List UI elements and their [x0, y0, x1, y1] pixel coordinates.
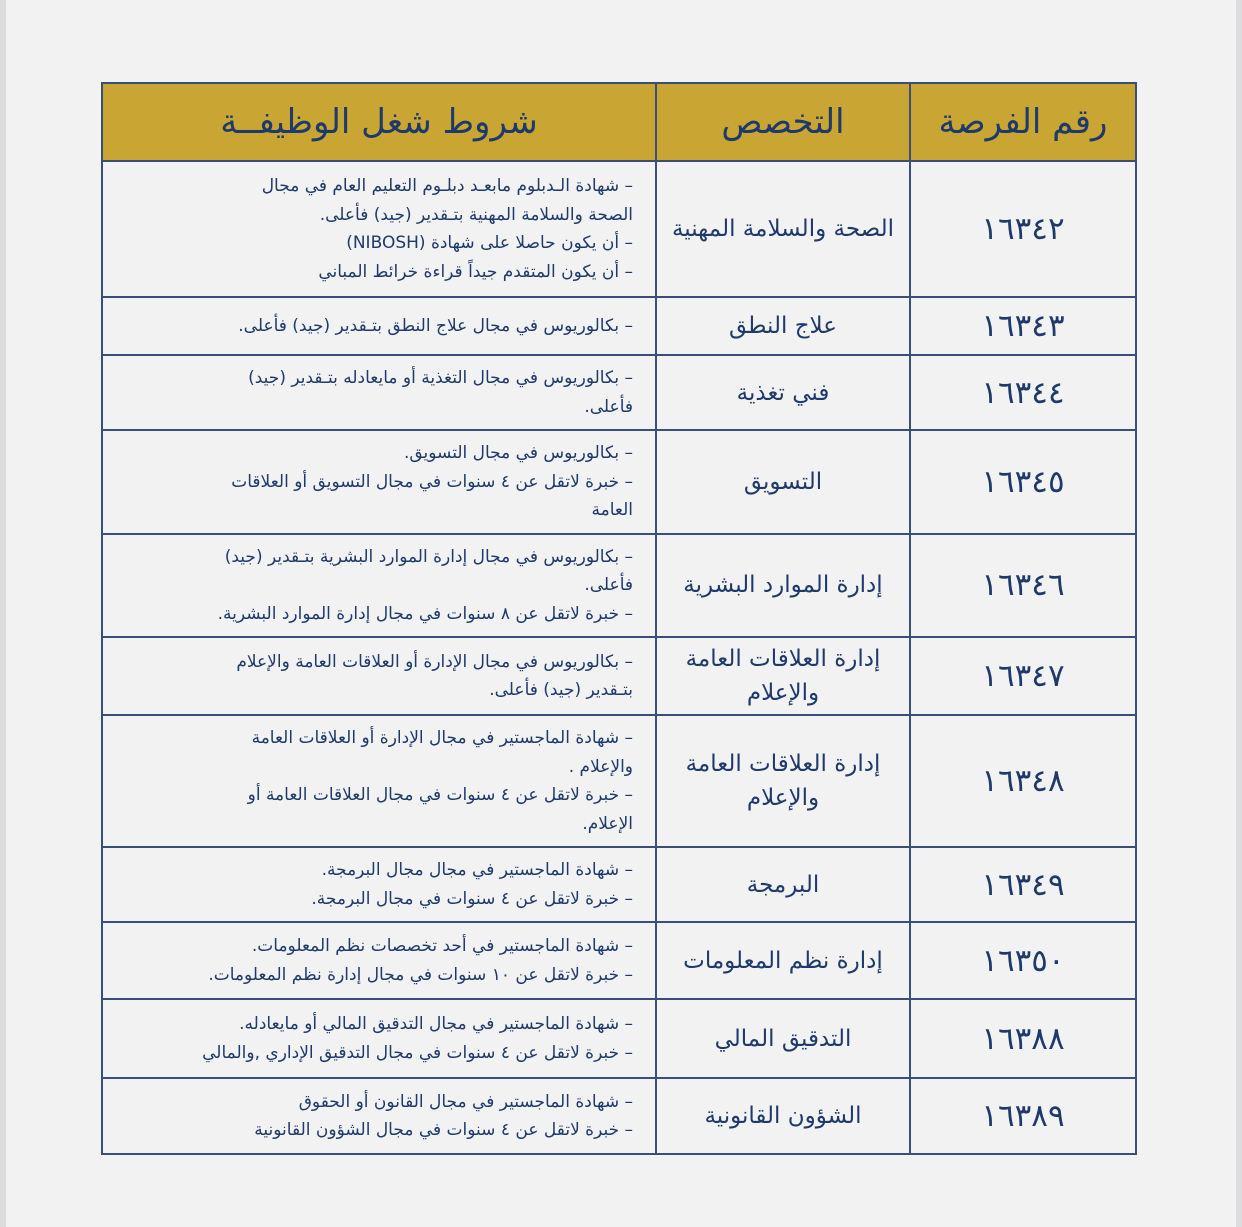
condition-line: – شهادة الماجستير في أحد تخصصات نظم المعلومات. [251, 936, 633, 956]
opportunity-number-cell: ١٦٣٤٤ [910, 355, 1136, 430]
specialization-cell: إدارة نظم المعلومات [656, 922, 910, 999]
job-conditions-cell [102, 355, 656, 430]
specialization-cell: الصحة والسلامة المهنية [656, 161, 910, 297]
job-conditions-cell [102, 161, 656, 297]
job-conditions-cell [102, 534, 656, 638]
left-edge [0, 0, 6, 1227]
header-opportunity-number: رقم الفرصة [910, 83, 1136, 161]
condition-line: – بكالوريوس في مجال التغذية أو مايعادله بتـقدير (جيد) [248, 368, 633, 388]
specialization-cell: البرمجة [656, 847, 910, 922]
opportunity-number-cell: ١٦٣٤٧ [910, 637, 1136, 715]
opportunity-number-cell: ١٦٣٤٥ [910, 430, 1136, 534]
job-conditions-cell [102, 1078, 656, 1154]
job-conditions-cell [102, 999, 656, 1078]
condition-line: – شهادة الماجستير في مجال مجال البرمجة. [321, 860, 633, 880]
condition-line: – شهادة الماجستير في مجال الإدارة أو العلاقات العامة [251, 728, 633, 748]
specialization-cell: علاج النطق [656, 297, 910, 355]
condition-line: والإعلام . [568, 756, 633, 777]
opportunity-number-cell: ١٦٣٤٣ [910, 297, 1136, 355]
condition-line: – بكالوريوس في مجال علاج النطق بتـقدير (جيد) فأعلى. [238, 315, 633, 336]
opportunity-number-cell: ١٦٣٤٦ [910, 534, 1136, 638]
job-opportunities-table [101, 82, 1137, 1155]
table-row [102, 534, 1136, 638]
job-conditions-cell [102, 297, 656, 355]
condition-line: – خبرة لاتقل عن ٤ سنوات في مجال البرمجة. [311, 888, 633, 909]
condition-line: – خبرة لاتقل عن ٤ سنوات في مجال التدقيق الإداري ,والمالي [202, 1042, 633, 1063]
table-row [102, 847, 1136, 922]
opportunity-number-cell: ١٦٣٥٠ [910, 922, 1136, 999]
condition-line: فأعلى. [584, 396, 633, 417]
condition-line: – أن يكون حاصلا على شهادة (NIBOSH) [346, 233, 633, 253]
job-conditions-cell [102, 847, 656, 922]
condition-line: – بكالوريوس في مجال التسويق. [403, 443, 633, 463]
condition-line: – أن يكون المتقدم جيداً قراءة خرائط المباني [318, 261, 633, 282]
specialization-cell: الشؤون القانونية [656, 1078, 910, 1154]
header-job-conditions: شروط شغل الوظيفــة [102, 83, 656, 161]
table-row [102, 922, 1136, 999]
table-row [102, 1078, 1136, 1154]
table-body [102, 161, 1136, 1154]
condition-line: بتـقدير (جيد) فأعلى. [489, 680, 633, 700]
condition-line: – خبرة لاتقل عن ٤ سنوات في مجال الشؤون القانونية [254, 1120, 633, 1140]
opportunity-number-cell: ١٦٣٤٢ [910, 161, 1136, 297]
header-row [102, 83, 1136, 161]
job-conditions-cell [102, 637, 656, 715]
condition-line: الإعلام. [582, 813, 633, 834]
condition-line: – شهادة الـدبلوم مابعـد دبلـوم التعليم العام في مجال [261, 176, 633, 196]
opportunity-number-cell: ١٦٣٨٩ [910, 1078, 1136, 1154]
job-conditions-cell [102, 430, 656, 534]
specialization-cell: إدارة الموارد البشرية [656, 534, 910, 638]
opportunity-number-cell: ١٦٣٤٩ [910, 847, 1136, 922]
condition-line: – بكالوريوس في مجال الإدارة أو العلاقات العامة والإعلام [236, 651, 633, 672]
condition-line: فأعلى. [584, 575, 633, 595]
condition-line: الصحة والسلامة المهنية بتـقدير (جيد) فأعلى. [319, 204, 633, 225]
table-row [102, 637, 1136, 715]
opportunity-number-cell: ١٦٣٨٨ [910, 999, 1136, 1078]
table-row [102, 297, 1136, 355]
table-row [102, 715, 1136, 847]
specialization-cell: فني تغذية [656, 355, 910, 430]
condition-line: – خبرة لاتقل عن ١٠ سنوات في مجال إدارة نظم المعلومات. [208, 964, 633, 985]
specialization-cell: إدارة العلاقات العامة والإعلام [656, 715, 910, 847]
table-row [102, 161, 1136, 297]
condition-line: – خبرة لاتقل عن ٤ سنوات في مجال التسويق أو العلاقات [231, 471, 633, 492]
condition-line: العامة [591, 500, 633, 520]
condition-line: – خبرة لاتقل عن ٤ سنوات في مجال العلاقات العامة أو [247, 785, 633, 805]
job-conditions-cell [102, 715, 656, 847]
table-row [102, 999, 1136, 1078]
table-row [102, 355, 1136, 430]
header-specialization: التخصص [656, 83, 910, 161]
specialization-cell: إدارة العلاقات العامة والإعلام [656, 637, 910, 715]
right-edge [1236, 0, 1242, 1227]
specialization-cell: التدقيق المالي [656, 999, 910, 1078]
condition-line: – بكالوريوس في مجال إدارة الموارد البشرية بتـقدير (جيد) [224, 546, 633, 567]
specialization-cell: التسويق [656, 430, 910, 534]
table-row [102, 430, 1136, 534]
condition-line: – خبرة لاتقل عن ٨ سنوات في مجال إدارة الموارد البشرية. [217, 603, 633, 624]
table-header [102, 83, 1136, 161]
opportunity-number-cell: ١٦٣٤٨ [910, 715, 1136, 847]
job-conditions-cell [102, 922, 656, 999]
condition-line: – شهادة الماجستير في مجال القانون أو الحقوق [298, 1091, 633, 1112]
condition-line: – شهادة الماجستير في مجال التدقيق المالي أو مايعادله. [239, 1014, 633, 1034]
